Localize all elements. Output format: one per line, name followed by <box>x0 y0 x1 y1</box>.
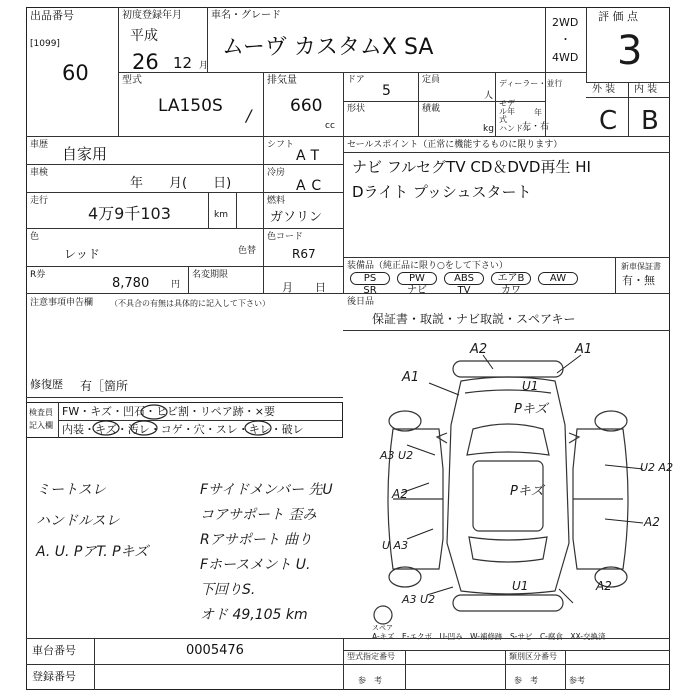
type-number-label: 型式指定番号 <box>347 652 395 661</box>
mileage-unit: km <box>214 210 228 220</box>
equipment-bottom: SR <box>363 285 377 296</box>
selling-points-line2: Dライト プッシュスタート <box>352 183 532 201</box>
accessories-label: 後日品 <box>347 297 375 307</box>
diagram-mark: U1 <box>522 379 539 393</box>
grade-exterior-label: 外 装 <box>592 84 616 95</box>
diagram-mark: U1 <box>512 579 529 593</box>
spare-label: スペア <box>372 624 393 632</box>
grade-label: 評 価 点 <box>598 10 638 23</box>
inspection-value: 年 月( 日) <box>130 176 232 191</box>
drive-4wd: 4WD <box>552 51 579 64</box>
diagram-mark: A2 <box>470 342 488 357</box>
grade-score: 3 <box>617 28 643 74</box>
damage-legend: A-キズ E-エクボ U-凹み W-補修跡 S-サビ C-腐食 XX-交換済 <box>372 632 606 641</box>
color-value: レッド <box>64 247 100 261</box>
model-year-label: モデル年式 <box>499 99 515 124</box>
lot-number: 60 <box>62 61 89 85</box>
displacement-value: 660 <box>290 96 323 116</box>
recycle-unit: 円 <box>171 280 181 290</box>
handle-value: 左・右 <box>522 122 550 132</box>
diagram-mark: U2 A2 <box>640 461 674 474</box>
equipment-top: ABS <box>444 272 484 285</box>
class-number-label: 類別区分番号 <box>509 652 557 661</box>
registration-year: 26 <box>132 50 159 74</box>
displacement-unit: cc <box>325 121 335 131</box>
shift-value: AT <box>296 148 326 164</box>
diagram-mark: A2 <box>392 487 408 501</box>
selling-points-label: セールスポイント（正常に機能するものに限ります） <box>347 140 563 150</box>
equipment-bottom: ナビ <box>407 285 427 296</box>
remark-line: ミートスレ <box>36 482 106 498</box>
chassis-value: 0005476 <box>186 643 244 658</box>
color-code-value: R67 <box>292 247 316 261</box>
equipment-item <box>538 272 578 297</box>
diagram-mark: Pキズ <box>514 402 548 417</box>
accessories-value: 保証書・取説・ナビ取説・スペアキー <box>372 312 576 326</box>
ref-label-1: 参 考 <box>358 676 382 685</box>
drive-2wd: 2WD <box>552 16 579 29</box>
notes-label: 注意事項申告欄 <box>30 298 94 308</box>
repair-label: 修復歴 <box>30 378 63 391</box>
remarks-right <box>200 482 333 623</box>
remark-line: ハンドルスレ <box>36 513 120 529</box>
inspector-row1: FW・キズ・凹石・ヒビ割・リペア跡・×要 <box>62 405 275 418</box>
inspector-label2: 記入欄 <box>29 421 53 430</box>
model-label: 型式 <box>122 75 142 86</box>
equipment-bottom: TV <box>457 285 471 296</box>
model-value: LA150S <box>158 96 223 116</box>
doors-value: 5 <box>382 83 391 99</box>
diagram-mark: A2 <box>644 515 660 529</box>
equipment-top: エアB <box>491 272 531 285</box>
remark-line: コアサポート 歪み <box>200 507 317 523</box>
diagram-mark: A2 <box>596 579 612 593</box>
inspector-circle-marks <box>26 400 346 440</box>
shape-label: 形状 <box>347 104 366 114</box>
mileage-label: 走行 <box>30 196 49 206</box>
notes-sub: （不具合の有無は具体的に記入して下さい） <box>110 299 270 308</box>
ref-label-2: 参 考 <box>514 676 538 685</box>
load-unit: kg <box>483 124 494 134</box>
dealer-label: ディーラー・並行 <box>499 79 563 88</box>
usage-label: 車歴 <box>30 140 49 150</box>
remark-line: A. U. PアT. Pキズ <box>36 544 149 560</box>
car-label: 車名・グレード <box>211 10 281 21</box>
displacement-label: 排気量 <box>267 75 297 86</box>
registration-label: 初度登録年月 <box>122 10 182 21</box>
equipment-list <box>350 272 578 297</box>
ac-value: AC <box>296 178 328 194</box>
equipment-item <box>444 272 484 297</box>
usage-value: 自家用 <box>62 145 108 163</box>
expiry-value: 月 日 <box>282 281 326 294</box>
equipment-top: AW <box>538 272 578 285</box>
registration-era: 平成 <box>130 28 158 44</box>
inspector-label1: 検査員 <box>29 408 53 417</box>
lot-label: 出品番号 <box>30 9 74 22</box>
inspector-row2: 内装・キズ・汚レ・コゲ・穴・スレ・キレ・破レ <box>62 423 304 436</box>
model-year-unit: 年 <box>534 108 542 117</box>
selling-points-line1: ナビ フルセグTV CD＆DVD再生 HI <box>352 158 591 176</box>
equipment-label: 装備品（純正品に限り○をして下さい） <box>347 261 508 271</box>
equipment-top: PS <box>350 272 390 285</box>
plate-label: 登録番号 <box>32 670 76 683</box>
equipment-item <box>397 272 437 297</box>
remark-line: Fホースメント U. <box>200 557 311 573</box>
model-slash: / <box>246 106 252 125</box>
equipment-top: PW <box>397 272 437 285</box>
repair-value: 有［箇所 <box>80 379 129 393</box>
registration-month: 12 <box>173 54 193 72</box>
handle-label: ハンドル <box>499 124 531 133</box>
recycle-label: R券 <box>30 270 46 280</box>
chassis-label: 車台番号 <box>32 644 76 657</box>
color-label: 色 <box>30 232 40 242</box>
remarks-left <box>36 482 148 560</box>
recycle-value: 8,780 <box>112 276 150 291</box>
equipment-item <box>350 272 390 297</box>
new-car-warranty-label: 新車保証書 <box>621 262 661 271</box>
expiry-label: 名変期限 <box>192 270 229 280</box>
color-code-label: 色コード <box>267 232 304 242</box>
diagram-mark: A3 U2 <box>402 593 436 606</box>
equipment-item <box>491 272 531 297</box>
diagram-mark: A1 <box>402 370 420 385</box>
load-label: 積載 <box>422 104 441 114</box>
shift-label: シフト <box>267 140 295 150</box>
car-damage-diagram <box>343 333 668 633</box>
car-name: ムーヴ カスタムX SA <box>222 35 434 60</box>
lot-code: [1099] <box>30 39 60 49</box>
grade-interior: B <box>641 106 659 136</box>
grade-exterior: C <box>599 106 618 136</box>
capacity-label: 定員 <box>422 75 441 85</box>
diagram-mark: U A3 <box>382 539 409 552</box>
equipment-bottom: カワ <box>501 285 521 296</box>
fuel-label: 燃料 <box>267 196 286 206</box>
fuel-value: ガソリン <box>270 210 323 225</box>
ac-label: 冷房 <box>267 168 286 178</box>
grade-interior-label: 内 装 <box>634 84 658 95</box>
new-car-warranty-value: 有・無 <box>622 274 655 287</box>
remark-line: オド 49,105 km <box>200 607 308 623</box>
remark-line: Fサイドメンバー 先U <box>200 482 333 498</box>
diagram-mark: A1 <box>575 342 593 357</box>
doors-label: ドア <box>347 75 365 85</box>
inspection-label: 車検 <box>30 168 49 178</box>
mileage-value: 4万9千103 <box>88 204 171 223</box>
drive-dot: ・ <box>560 33 571 46</box>
capacity-unit: 人 <box>484 91 494 101</box>
remark-line: Rアサポート 曲り <box>200 532 313 548</box>
ref-note: 参考 <box>569 676 585 685</box>
diagram-mark: Pキズ <box>510 484 544 499</box>
diagram-mark: A3 U2 <box>380 449 414 462</box>
remark-line: 下回りS. <box>200 582 256 598</box>
color-change-label: 色替 <box>238 246 257 256</box>
registration-month-suffix: 月 <box>199 61 209 71</box>
